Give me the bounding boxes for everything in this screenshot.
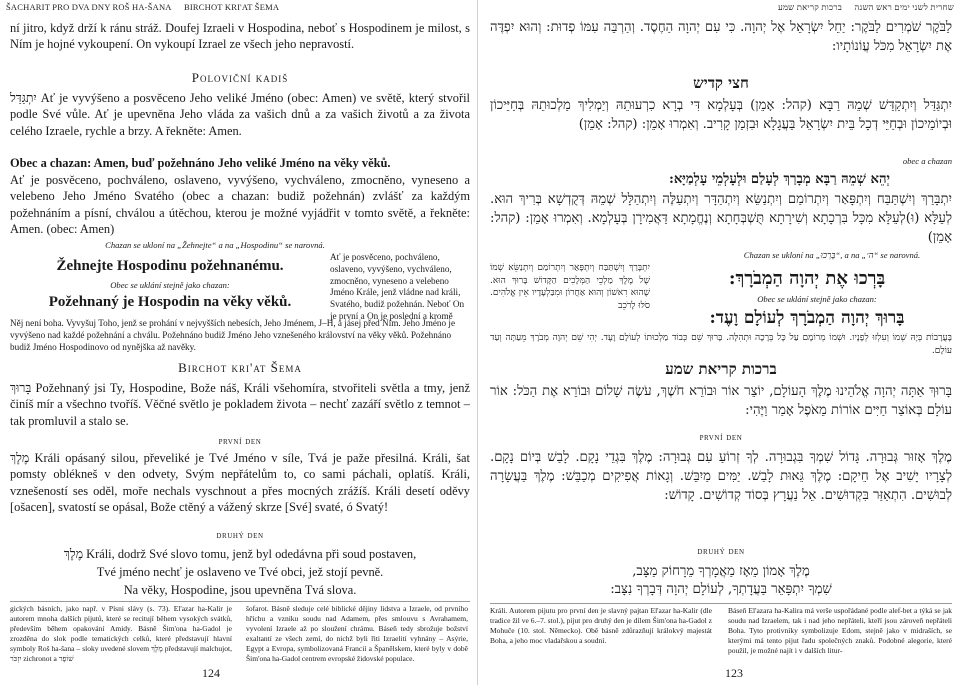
header-title: ŠACHARIT PRO DVA DNY ROŠ HA-ŠANA [6,2,172,12]
footer-divider [10,601,470,602]
first-day-title: první den [699,432,743,443]
second-day-line-1: מֶלֶךְ Králi, dodrž Své slovo tomu, jenž byl odedávna při soud postaven, [63,547,417,561]
running-header-left [6,2,289,12]
kadis-response: Obec a chazan: Amen, buď požehnáno Jeho veliké Jméno na věky věků. [10,156,391,170]
kadis-hebrew-2: יִתְבָּרַךְ וְיִשְׁתַּבַּח וְיִתְפָּאַר וְיִתְרוֹמַם וְיִתְנַשֵּׂא וְיִתְהַדָּר וְיִתְעַלֶּה וְיִתְהַלָּל שְׁמֵהּ דְּקֻדְשָׁא בְּרִיךְ הוּא. לְעֵלָּא (וּ)לְעֵלָּא מִכָּל בִּרְכָתָא וְשִׁירָתָא תֻּשְׁבְּחָתָא וְנֶחֱמָתָא דַּאֲמִירָן בְּעָלְמָא. וְאִמְרוּ אָמֵן: (קהל: אָמֵן) [490,192,952,245]
first-day-pijut: מֶלֶךְ Králi opásaný silou, převeliké je Tvé Jméno v síle, Tvá je paže přesilná. Králi, šat pomsty oblékneš v den odvety, Svým nepřátelům to, co sami páchali, oplatíš. Králi, vznešeností ses oděl, moře nechals vyschnout a přes mocných zrážíš. Králi desetí oděvy [ošacen], svatostí se opásal, Bože ctěný a vážený skrze [Své] svaté, ó Svatý! [10,451,470,515]
second-day-title: druhý den [697,546,745,557]
running-header-right [768,2,954,12]
first-day-pijut-hebrew: מֶלֶךְ אָזוּר גְּבוּרָה. גָּדוֹל שִׁמְךָ בִּגְבוּרָה. לְךָ זְרוֹעַ עִם גְּבוּרָה: מֶלֶךְ בִּגְדֵי נָקָם. לָבַשׁ בְּיוֹם נָקָם. לְצָרָיו יָשִׁיב אֶל חֵיקָם: מֶלֶךְ גֵּאוּת לָבַשׁ. יַמִּים מַיִבֵּשׁ. וְגָאוֹת אֲפִיקִים מְכַבֵּשׁ: מֶלֶךְ בַּעֲשָׂרָה לְבוּשִׁים. הִתְאַזַּר בִּקְדוּשִׁים. אֵל נַעֲרָץ בְּסוֹד קְדוֹשִׁים. קָדוֹשׁ: [490,450,952,503]
left-page [0,0,478,685]
page-number: 123 [725,666,743,680]
second-day-hebrew-line-2: שִׁמְךָ יִתְפָּאֵר בַּעֲדָתְךָ, לְעוֹלָם יְהוָה דְּבָרְךָ נִצָּב: [610,582,832,597]
page-number: 124 [202,666,220,680]
first-day-title: první den [218,436,262,447]
second-day-line-3: Na věky, Hospodine, jsou upevněna Tvá slova. [123,583,357,597]
footnote-column-2: Báseň El'azara ha-Kalira má verše uspořádané podle alef-bet a týká se jak soudu nad Izraelem, tak i nad jeho nepřáteli, kteří jsou zároveň nepřáteli Boha. Tyto protivníky symbolizuje Edom, stejně jako v midraších, se kterými má tento pijut řadu společných znaků. Podobné alegorie, které použil, je možné najít i v dalších litur- [728,606,952,655]
footnote-column-2: šofarot. Básně sleduje celé biblické dějiny lidstva a Izraele, od prvního hříchu a vzniku soudu nad Adamem, přes smlouvu s Avrahamem, vyvolení Izraele až po sloužení chrámu. Báseň tedy sbrožuje božství exaltantí ze všech zemí, do nichž byli řiti Izraeliti vyhnány – Asýrie, Egypt a Evropa, symbolizovaná Francií a Španělskem, které byly v době Šim'ona ha-Gadol centrem evropské židovské populace. [246,604,468,663]
kadis-title-hebrew: חצי קדיש [693,74,749,92]
barchu-side-text: Ať je posvěceno, pochváleno, oslaveno, vyvýšeno, vychváleno, zmocněno, vyneseno a velebeno Jméno Krále, jenž vládne nad králi, Svatého, budiž požehnán. Neboť On je první a On je poslední a kromě [330,252,465,321]
barchu-call-hebrew: בָּרְכוּ אֶת יְהוָה הַמְבֹרָךְ: [728,268,886,289]
kadis-response-note: obec a chazan [902,156,952,166]
barchu-call: Žehnejte Hospodinu požehnanému. [56,258,284,274]
kadis-hebrew: יִתְגַּדַּל וְיִתְקַדַּשׁ שְׁמֵהּ רַבָּא (קהל: אָמֵן) בְּעָלְמָא דִּי בְרָא כִרְעוּתֵהּ וְיַמְלִיךְ מַלְכוּתֵהּ בְּחַיֵּיכוֹן וּבְיוֹמֵיכוֹן וּבְחַיֵּי דְכָל בֵּית יִשְׂרָאֵל בַּעֲגָלָא וּבִזְמַן קָרִיב. וְאִמְרוּ אָמֵן: (קהל: אָמֵן) [490,98,952,132]
barchu-response: Požehnaný je Hospodin na věky věků. [48,294,292,310]
second-day-line-2: Tvé jméno nechť je oslaveno ve Tvé obci, jež stojí pevně. [96,565,384,579]
second-day-title: druhý den [216,530,264,541]
kadis-paragraph-2: Ať je posvěceno, pochváleno, oslaveno, vyvýšeno, vychváleno, zmocněno, vyneseno a velebeno Jeho Jméno Svatého (obec a chazan: budiž požehnán) zvlášť za každým požehnáním a písní, chválou a útěchou, kterou je možné vyjádřit v tomto světě, a řekněte: Amen. (obec: Amen) [10,173,470,237]
kriat-sema-title: Birchot kri'at Šema [178,360,302,375]
barchu-instruction-2: Obec se uklání stejně jako chazan: [757,294,877,304]
barchu-instruction: Chazan se ukloní na „בָּרְכוּ“, a na „ה׳“ se narovná. [743,250,921,260]
barchu-instruction: Chazan se ukloní na „Žehnejte“ a na „Hospodinu“ se narovná. [105,240,325,250]
kriat-sema-title-hebrew: ברכות קריאת שמע [665,360,777,378]
barchu-instruction-2: Obec se uklání stejně jako chazan: [110,280,230,290]
right-page [482,0,960,685]
kadis-title: Poloviční kadiš [191,70,289,85]
header-title: שחרית לשני ימים ראש השנה [854,2,954,12]
intro-paragraph: ní jitro, když drží k ránu stráž. Doufej Izraeli v Hospodina, neboť s Hospodinem je milost, s Ním je hojné vykoupení. On vykoupí Izrael ze všech jeho nepravostí. [10,21,470,52]
second-day-hebrew-line-1: מֶלֶךְ אָמוֹן מֵאָז מַאֲמָרְךָ מֵרָחוֹק מַצָּב, [632,564,810,579]
kriat-sema-blessing-hebrew: בָּרוּךְ אַתָּה יְהוָה אֱלֹהֵינוּ מֶלֶךְ הָעוֹלָם, יוֹצֵר אוֹר וּבוֹרֵא חֹשֶׁךְ, עֹשֶׂה שָׁלוֹם וּבוֹרֵא אֶת הַכֹּל: אוֹר עוֹלָם בְּאוֹצַר חַיִּים אוֹרוֹת מֵאֹפֶל אָמַר וַיֶּהִי: [490,384,952,418]
footnote-column-1: gických básních, jako např. v Písni slávy (s. 73). El'azar ha-Kalir je autorem mnoha dalších pijutů, které se recitují během vysokých svátků, především během opakování Amidy. Básně Šim'ona ha-Gadol je zrozděna do slok podle tematických celků, které představují hlavní symboly Roš ha-šana – sloky uvedené slovem מֶלֶךְ představují malchujot, יִזְכֹּר zichronot a שׁוֹפָר [10,604,232,663]
kadis-response-hebrew: יְהֵא שְׁמֵהּ רַבָּא מְבָרַךְ לְעָלַם וּלְעָלְמֵי עָלְמַיָּא: [669,172,890,187]
header-section: BIRCHOT KRI'AT ŠEMA [183,2,280,12]
barchu-response-hebrew: בָּרוּךְ יְהוָה הַמְבֹרָךְ לְעוֹלָם וָעֶד: [709,308,905,328]
footnote-column-1: Králi. Autorem pijutu pro první den je slavný pajtan El'azar ha-Kalir (dle tradice žil ve 6.–7. stol.), pijut pro druhý den je dílem Šim'ona ha-Gadol z Mohuče (10. stol. Německo). Obě básně zdůrazňují králokvý majestát Boha, a jeho moc vladařskou a soudní. [490,606,712,645]
barchu-side-hebrew: יִתְבָּרַךְ וְיִשְׁתַּבַּח וְיִתְפָּאַר וְיִתְרוֹמַם וְיִתְנַשֵּׂא שְׁמוֹ שֶׁל מֶלֶךְ מַלְכֵי הַמְּלָכִים הַקָּדוֹשׁ בָּרוּךְ הוּא. שֶׁהוּא רִאשׁוֹן וְהוּא אַחֲרוֹן וּמִבַּלְעָדָיו אֵין אֱלֹהִים. סֹלּוּ לָרֹכֵב [490,263,650,311]
barchu-side-continued: Něj není boha. Vyvyšuj Toho, jenž se prohání v nejvyšších nebesích, Jeho Jménem, J–H, a jásej před Ním. Jeho Jméno je vyvýšeno nad každé požehnání a chválu. Požehnáno budiž Jméno Jeho vznešeného království na věky věků. Požehnáno budiž Jméno Hospodinovo od nynějška až navěky. [10,318,456,352]
header-section: ברכות קריאת שמע [777,2,843,12]
footer-divider [490,603,952,604]
kriat-sema-blessing: בָּרוּךְ Požehnaný jsi Ty, Hospodine, Bože náš, Králi všehomíra, stvořiteli světla a tmy, jenž činíš mír a všechno tvoříš. Věčné světlo je pokladem života – nechť zazáří světlo z temnot – tak promluvil a stalo se. [10,381,470,428]
intro-hebrew: לַבֹּקֶר שֹׁמְרִים לַבֹּקֶר: יַחֵל יִשְׂרָאֵל אֶל יְהוָה. כִּי עִם יְהוָה הַחֶסֶד. וְהַרְבֵּה עִמּוֹ פְדוּת: וְהוּא יִפְדֶּה אֶת יִשְׂרָאֵל מִכֹּל עֲוֹנוֹתָיו: [490,20,952,54]
barchu-side-hebrew-continued: בָּעֲרָבוֹת בְּיָהּ שְׁמוֹ וְעִלְזוּ לְפָנָיו. וּשְׁמוֹ מְרוֹמָם עַל כָּל בְּרָכָה וּתְהִלָּה. בָּרוּךְ שֵׁם כְּבוֹד מַלְכוּתוֹ לְעוֹלָם וָעֶד. יְהִי שֵׁם יְהוָה מְבֹרָךְ מֵעַתָּה וְעַד עוֹלָם. [490,333,952,356]
kadis-paragraph-1: יִתְגַּדַּל Ať je vyvýšeno a posvěceno Jeho veliké Jméno (obec: Amen) ve světě, který stvořil podle Své vůle. Ať je upevněna Jeho vláda za vašich dnů a za vašich životů a za života celého Izraele, rychle a brzy. A řekněte: Amen. [10,91,470,138]
